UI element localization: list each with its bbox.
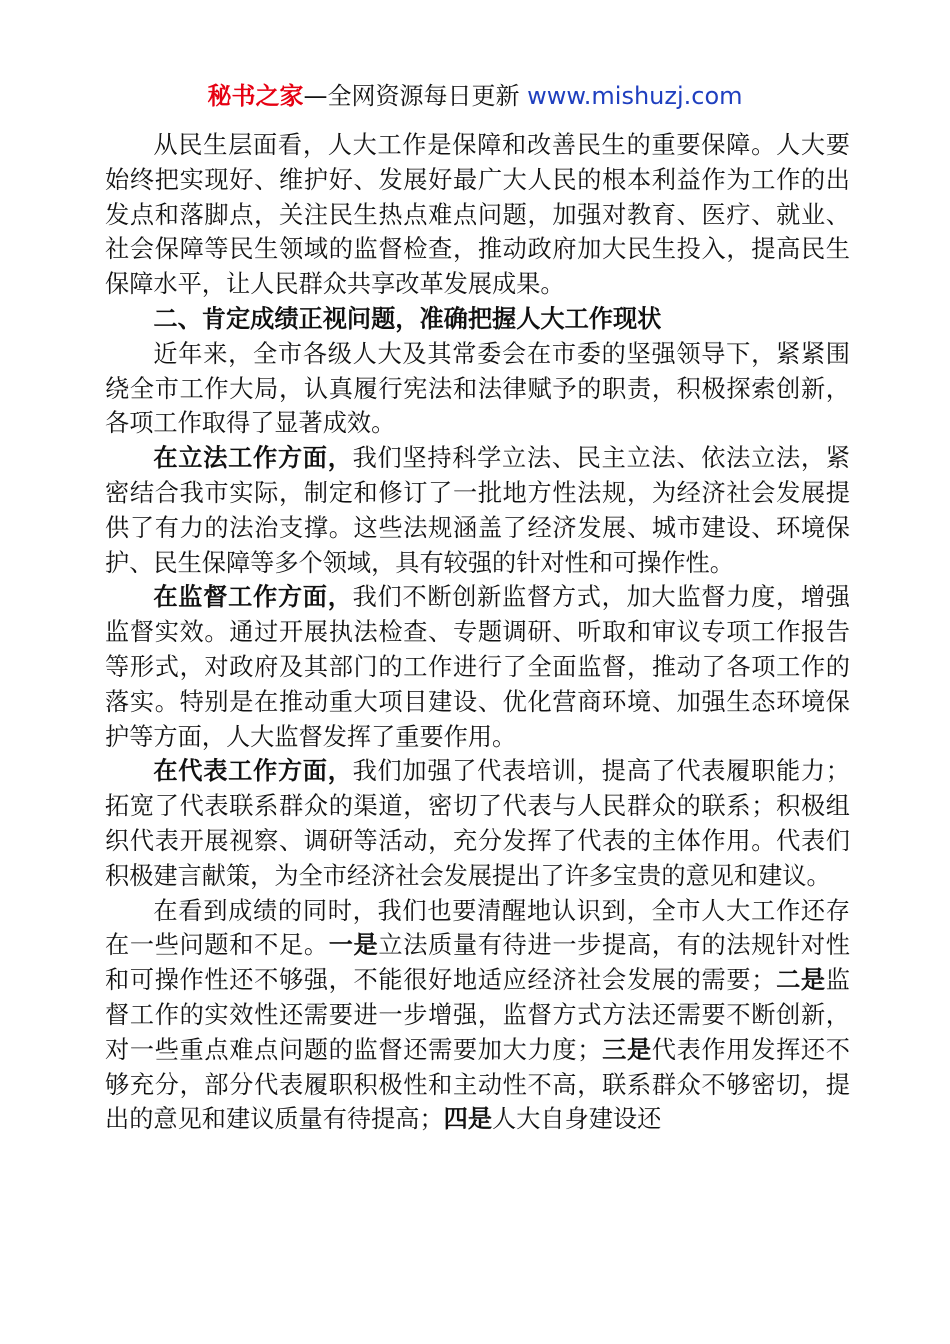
section-heading xyxy=(105,302,850,337)
page-header xyxy=(0,80,950,112)
paragraph-text: 从民生层面看，人大工作是保障和改善民生的重要保障。人大要始终把实现好、维护好、发展好最广大人民的根本利益作为工作的出发点和落脚点，关注民生热点难点问题，加强对教育、医疗、就业、社会保障等民生领域的监督检查，推动政府加大民生投入，提高民生保障水平，让人民群众共享改革发展成果。 xyxy=(105,131,850,299)
paragraph-text: 近年来，全市各级人大及其常委会在市委的坚强领导下，紧紧围绕全市工作大局，认真履行宪法和法律赋予的职责，积极探索创新，各项工作取得了显著成效。 xyxy=(105,339,850,438)
paragraph-supervision xyxy=(105,580,850,754)
paragraph-text: 我们不断创新监督方式，加大监督力度，增强监督实效。通过开展执法检查、专题调研、听取和审议专项工作报告等形式，对政府及其部门的工作进行了全面监督，推动了各项工作的落实。特别是在推动重大项目建设、优化营商环境、加强生态环境保护等方面，人大监督发挥了重要作用。 xyxy=(105,583,850,751)
paragraph-livelihood xyxy=(105,128,850,302)
problem-text: 代表作用发挥还不够充分，部分代表履职积极性和主动性不高，联系群众不够密切，提出的意见和建议质量有待提高； xyxy=(105,1035,850,1134)
paragraph-lead: 在代表工作方面， xyxy=(153,757,353,786)
section-heading-text: 二、肯定成绩正视问题，准确把握人大工作现状 xyxy=(153,304,662,333)
paragraph-lead: 在监督工作方面， xyxy=(153,583,353,612)
problem-text: 监督工作的实效性还需要进一步增强，监督方式方法还需要不断创新，对一些重点难点问题的监督还需要加大力度； xyxy=(105,966,850,1064)
paragraph-intro: 在看到成绩的同时，我们也要清醒地认识到，全市人大工作还存在一些问题和不足。 xyxy=(105,896,850,960)
paragraph-deputies xyxy=(105,754,850,893)
paragraph-legislation xyxy=(105,441,850,580)
problem-lead: 三是 xyxy=(601,1035,652,1064)
paragraph-text: 我们坚持科学立法、民主立法、依法立法，紧密结合我市实际，制定和修订了一批地方性法规，为经济社会发展提供了有力的法治支撑。这些法规涵盖了经济发展、城市建设、环境保护、民生保障等多个领域，具有较强的针对性和可操作性。 xyxy=(105,444,850,577)
document-body xyxy=(105,128,850,1137)
problem-lead: 二是 xyxy=(775,966,826,995)
header-site-link[interactable]: www.mishuzj.com xyxy=(527,82,743,110)
header-tagline: —全网资源每日更新 xyxy=(303,82,528,110)
problem-text: 立法质量有待进一步提高，有的法规针对性和可操作性还不够强，不能很好地适应经济社会发展的需要； xyxy=(105,931,850,995)
paragraph-lead: 在立法工作方面， xyxy=(153,444,353,473)
header-brand: 秘书之家 xyxy=(207,82,304,110)
problem-lead: 四是 xyxy=(443,1105,493,1134)
paragraph-text: 我们加强了代表培训，提高了代表履职能力；拓宽了代表联系群众的渠道，密切了代表与人民群众的联系；积极组织代表开展视察、调研等活动，充分发挥了代表的主体作用。代表们积极建言献策，为全市经济社会发展提出了许多宝贵的意见和建议。 xyxy=(105,757,850,890)
paragraph-overview xyxy=(105,337,850,441)
problem-lead: 一是 xyxy=(328,931,379,960)
problem-text: 人大自身建设还 xyxy=(492,1105,662,1134)
paragraph-problems xyxy=(105,894,850,1138)
